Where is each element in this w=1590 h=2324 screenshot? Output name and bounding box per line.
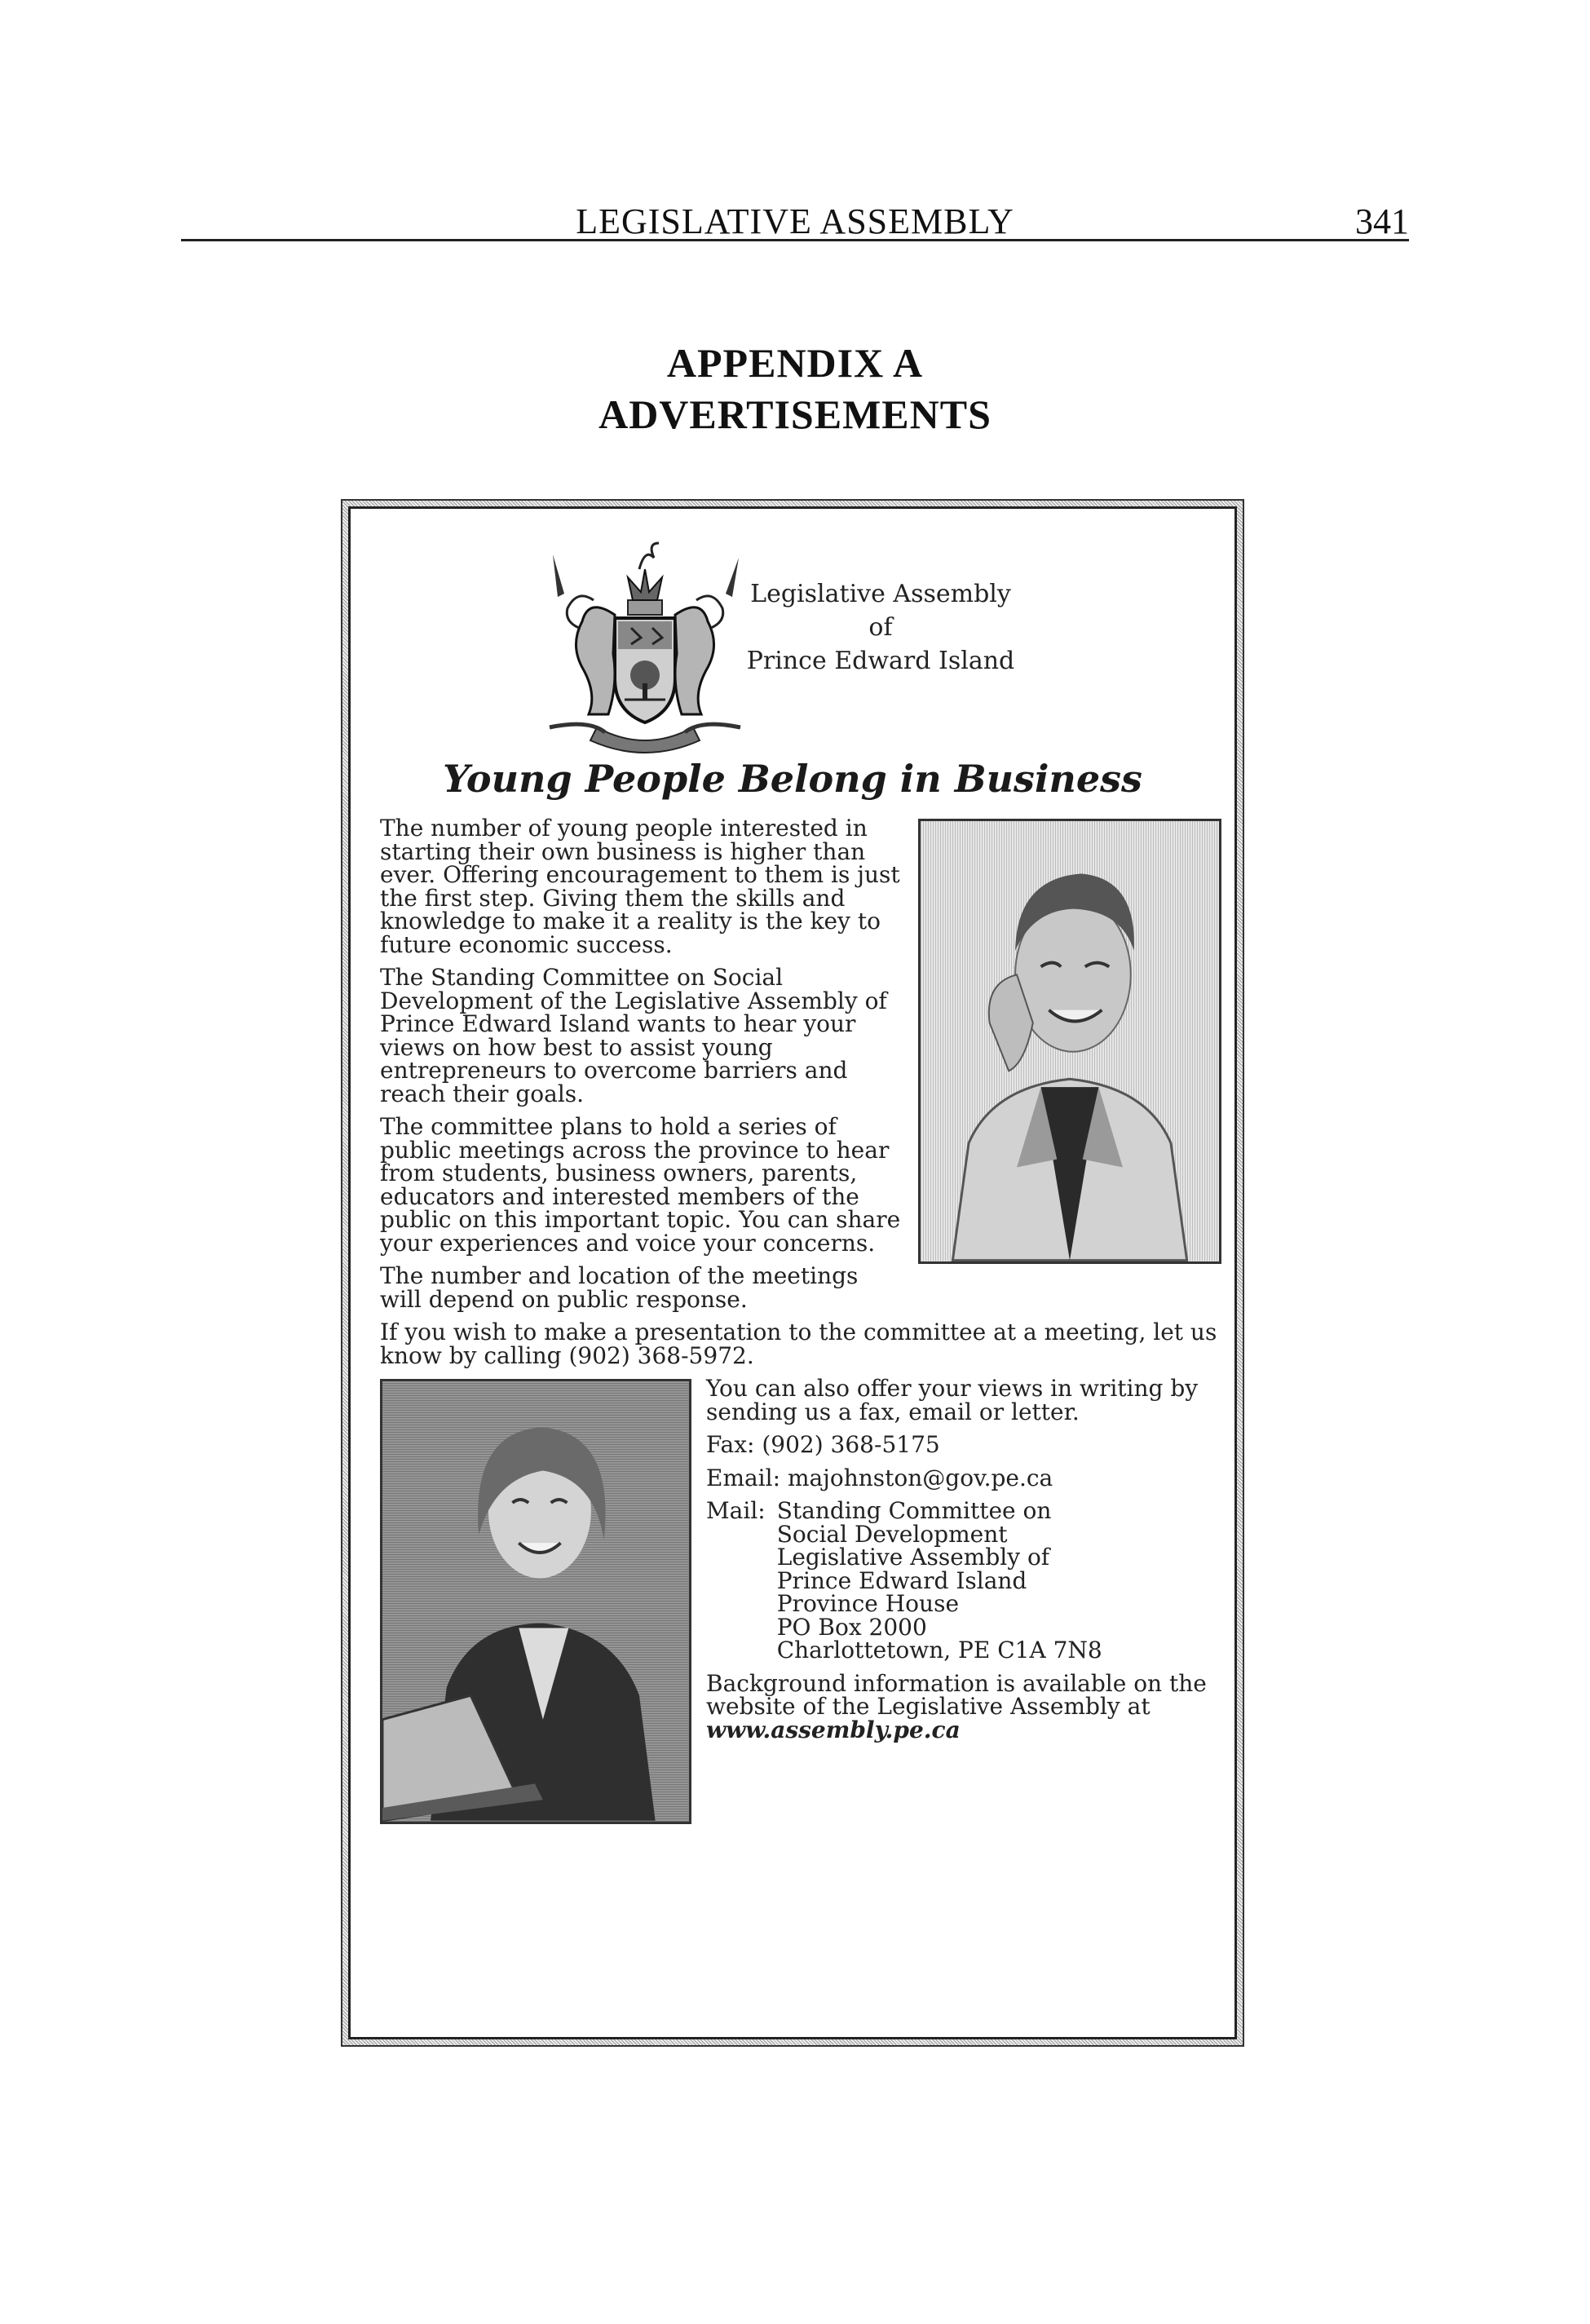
fax-number: (902) 368-5175 — [762, 1431, 940, 1458]
mail-address-line: Charlottetown, PE C1A 7N8 — [776, 1637, 1102, 1663]
appendix-title-line1: APPENDIX A — [666, 340, 924, 386]
advertisement — [348, 506, 1237, 2039]
mail-address-lines — [776, 1497, 1102, 1663]
ad-body — [380, 817, 1221, 1829]
coat-of-arms-icon — [540, 540, 750, 753]
advertisement-frame — [341, 499, 1244, 2047]
page-number: 341 — [1355, 201, 1409, 241]
ad-paragraph-4: The number and location of the meetings will depend on public response. — [380, 1262, 859, 1313]
mail-address-line: PO Box 2000 — [776, 1613, 927, 1641]
young-woman-laptop-photo — [380, 1379, 691, 1824]
email-address: majohnston@gov.pe.ca — [787, 1464, 1053, 1491]
young-man-phone-photo — [918, 819, 1221, 1264]
mail-address-line: Legislative Assembly of — [776, 1544, 1050, 1571]
mail-address-line: Province House — [776, 1590, 960, 1617]
background-info: Background information is available on the website of the Legislative Assembly at — [706, 1669, 1207, 1720]
website-url: www.assembly.pe.ca — [706, 1716, 961, 1743]
written-views-text: You can also offer your views in writing by sending us a fax, email or letter. — [706, 1375, 1199, 1425]
email-label: Email: — [706, 1464, 781, 1491]
man-on-phone-icon — [921, 821, 1219, 1261]
running-title: LEGISLATIVE ASSEMBLY — [576, 201, 1014, 241]
assembly-name — [734, 577, 1027, 678]
mail-address-line: Prince Edward Island — [776, 1566, 1027, 1594]
running-header — [181, 199, 1409, 241]
mail-address-line: Standing Committee on — [776, 1497, 1052, 1524]
assembly-name-line2: of — [868, 613, 893, 642]
woman-with-laptop-icon — [382, 1381, 689, 1822]
mail-label: Mail: — [706, 1497, 766, 1524]
ad-paragraph-5: If you wish to make a presentation to the committee at a meeting, let us know by calling (902) 368-5972. — [380, 1319, 1217, 1369]
mail-address-line: Social Development — [776, 1520, 1008, 1548]
ad-headline: Young People Belong in Business — [443, 757, 1142, 801]
ad-paragraph-1: The number of young people interested in starting their own business is higher than ever. Offering encouragement to them is just the first step. Giving them the skills and knowledge to make it a reality is the key to future economic success. — [380, 815, 900, 958]
assembly-name-line1: Legislative Assembly — [750, 580, 1011, 608]
assembly-name-line3: Prince Edward Island — [746, 647, 1015, 675]
fax-label: Fax: — [706, 1431, 755, 1458]
ad-paragraph-2: The Standing Committee on Social Development of the Legislative Assembly of Prince Edward Island wants to hear your views on how best to assist young entrepreneurs to overcome barriers and reach their goals. — [380, 964, 887, 1107]
appendix-title-line2: ADVERTISEMENTS — [598, 391, 992, 437]
mail-address-block — [706, 1497, 1221, 1663]
ad-paragraph-3: The committee plans to hold a series of public meetings across the province to hear from students, business owners, parents, educators and interested members of the public on this important topic. You can share your experiences and voice your concerns. — [380, 1113, 901, 1257]
appendix-title — [0, 338, 1590, 440]
